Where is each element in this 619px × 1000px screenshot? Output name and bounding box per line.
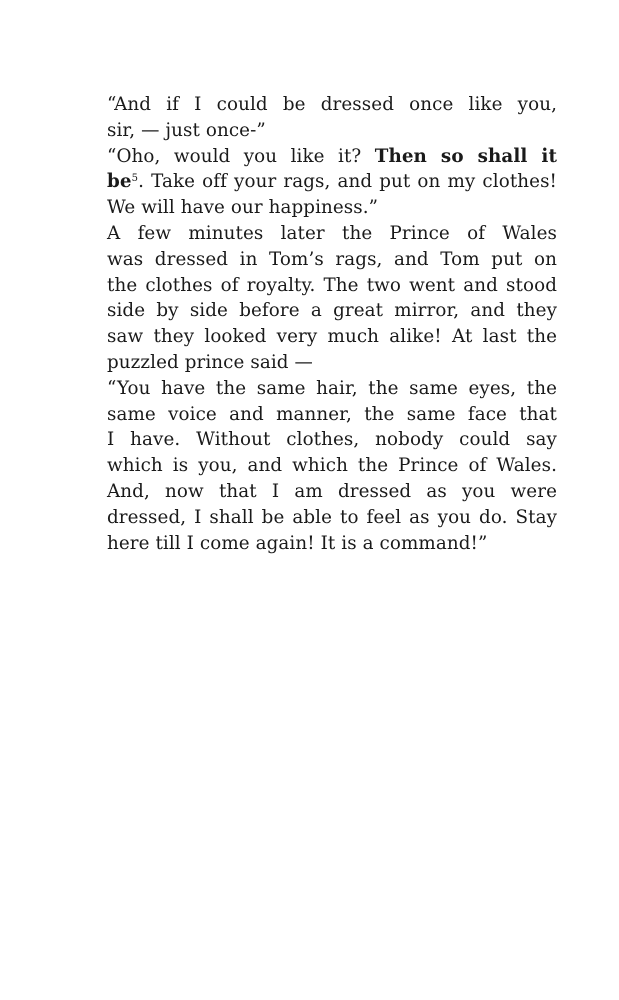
bold-text: be	[107, 171, 132, 193]
text-line: A few minutes later the Prince of Wales	[107, 222, 557, 244]
text-line: saw they looked very much alike! At last the	[107, 326, 557, 348]
paragraph-4	[87, 376, 557, 557]
text-line: was dressed in Tom’s rags, and Tom put on	[107, 248, 557, 270]
book-page	[87, 92, 557, 556]
text-line: the clothes of royalty. The two went and stood	[107, 274, 557, 296]
text-line: puzzled prince said —	[107, 351, 313, 373]
text-line: sir, — just once-”	[107, 119, 266, 141]
paragraph-2	[87, 144, 557, 221]
text-line: We will have our happiness.”	[107, 197, 379, 219]
bold-text: Then so shall it	[374, 145, 557, 167]
text-line: And, now that I am dressed as you were	[107, 480, 557, 502]
text-line: side by side before a great mirror, and they	[107, 300, 557, 322]
text-line: I have. Without clothes, nobody could say	[107, 429, 557, 451]
text-line: “And if I could be dressed once like you,	[107, 94, 557, 115]
text-segment: “Oho, would you like it?	[107, 145, 375, 167]
text-line: same voice and manner, the same face that	[107, 403, 557, 425]
paragraph-1	[87, 92, 557, 144]
text-line: here till I come again! It is a command!”	[107, 532, 488, 554]
footnote-marker: 5	[131, 173, 139, 185]
text-segment: . Take off your rags, and put on my clothes!	[138, 171, 557, 193]
text-line: which is you, and which the Prince of Wales.	[107, 455, 557, 477]
text-line: dressed, I shall be able to feel as you do. Stay	[107, 506, 557, 528]
paragraph-3	[87, 221, 557, 376]
text-line	[87, 169, 557, 195]
text-line: “You have the same hair, the same eyes, the	[107, 377, 557, 399]
text-line	[87, 144, 557, 170]
